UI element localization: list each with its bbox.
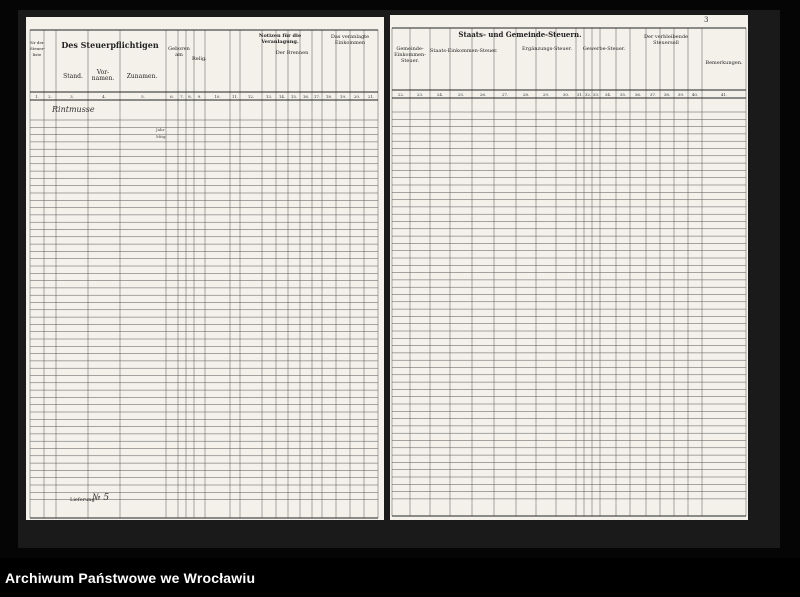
right-col-number: 34. <box>604 92 612 97</box>
left-col-number: 16. <box>302 94 310 99</box>
right-col-number: 41. <box>720 92 728 97</box>
left-col-number: 17. <box>313 94 321 99</box>
right-header-main: Staats- und Gemeinde-Steuern. <box>458 30 582 39</box>
left-col-notizen: Notizen für die Veranlagung. <box>258 33 302 45</box>
left-footer-number: № 5 <box>92 493 110 503</box>
left-col-geboren: Geboren am <box>168 46 190 58</box>
handwritten-entry: Rintmusse <box>52 105 95 114</box>
left-col-number: 18. <box>325 94 333 99</box>
left-col-number: 10. <box>214 94 221 99</box>
left-col-religion: Relig. <box>192 56 207 62</box>
left-col-number: 13. <box>265 94 273 99</box>
left-col-number: 11. <box>231 94 239 99</box>
left-col-brennen: Der Brennen <box>275 50 309 56</box>
left-col-number: 3. <box>70 94 74 99</box>
left-col-number: 6. <box>170 94 174 99</box>
right-col-number: 33. <box>592 92 600 97</box>
right-col-gewerbe: Gewerbe-Steuer. <box>582 46 626 52</box>
archive-label: Archiwum Państwowe we Wrocławiu <box>5 570 256 586</box>
left-col-number: 12. <box>247 94 255 99</box>
left-col-number: 19. <box>339 94 347 99</box>
right-col-number: 24. <box>436 92 444 97</box>
left-col-number: 14. <box>278 94 286 99</box>
right-col-number: 27. <box>501 92 509 97</box>
left-col-vorname: Vor-namen. <box>91 69 115 82</box>
right-col-bemerkungen: Bemerkungen. <box>705 60 743 66</box>
right-col-number: 31. <box>576 92 584 97</box>
left-col-number: 7. <box>180 94 184 99</box>
right-col-number: 25. <box>457 92 465 97</box>
left-col-number: 9. <box>197 94 202 99</box>
right-col-number: 29. <box>542 92 550 97</box>
right-col-number: 32. <box>584 92 592 97</box>
left-col-number: 2. <box>48 94 52 99</box>
left-col-number: 20. <box>353 94 361 99</box>
left-col-number: 21. <box>367 94 375 99</box>
left-col-zuname: Zunamen. <box>126 73 158 80</box>
right-col-number: 30. <box>562 92 570 97</box>
row-label-mitg: Mitg. <box>156 134 167 139</box>
left-col-summe: Das veranlagte Einkommen <box>330 34 370 46</box>
right-col-ergaenzung: Ergänzungs-Steuer. <box>522 46 572 52</box>
right-col-number: 39. <box>677 92 685 97</box>
right-col-number: 26. <box>479 92 487 97</box>
page-number: 3 <box>704 16 709 24</box>
left-col-number: 5. <box>141 94 145 99</box>
right-col-number: 28. <box>522 92 530 97</box>
right-col-number: 23. <box>416 92 424 97</box>
right-col-gemeinde: Gemeinde-Einkommen-Steuer. <box>394 46 426 64</box>
right-col-verbleibt: Der verbleibende Steuersoll <box>643 34 689 46</box>
left-col-number: 8. <box>188 94 192 99</box>
left-col-number: 1. <box>35 94 39 99</box>
right-col-number: 40. <box>691 92 699 97</box>
left-col-number: 4. <box>102 94 106 99</box>
right-col-number: 22. <box>397 92 405 97</box>
left-col-number: 15. <box>290 94 298 99</box>
right-col-number: 36. <box>634 92 642 97</box>
left-header-main: Des Steuerpflichtigen <box>61 40 159 50</box>
right-col-staats: Staats-Einkommen-Steuer. <box>430 48 498 54</box>
right-col-number: 35. <box>619 92 627 97</box>
left-footer-label: Lieferung <box>70 497 95 503</box>
row-label-jahr: Jahr <box>156 127 165 132</box>
right-col-number: 37. <box>649 92 657 97</box>
left-col-a: Nr der Steuer-liste <box>30 40 45 57</box>
left-col-stand: Stand. <box>63 73 83 80</box>
right-col-number: 38. <box>663 92 671 97</box>
